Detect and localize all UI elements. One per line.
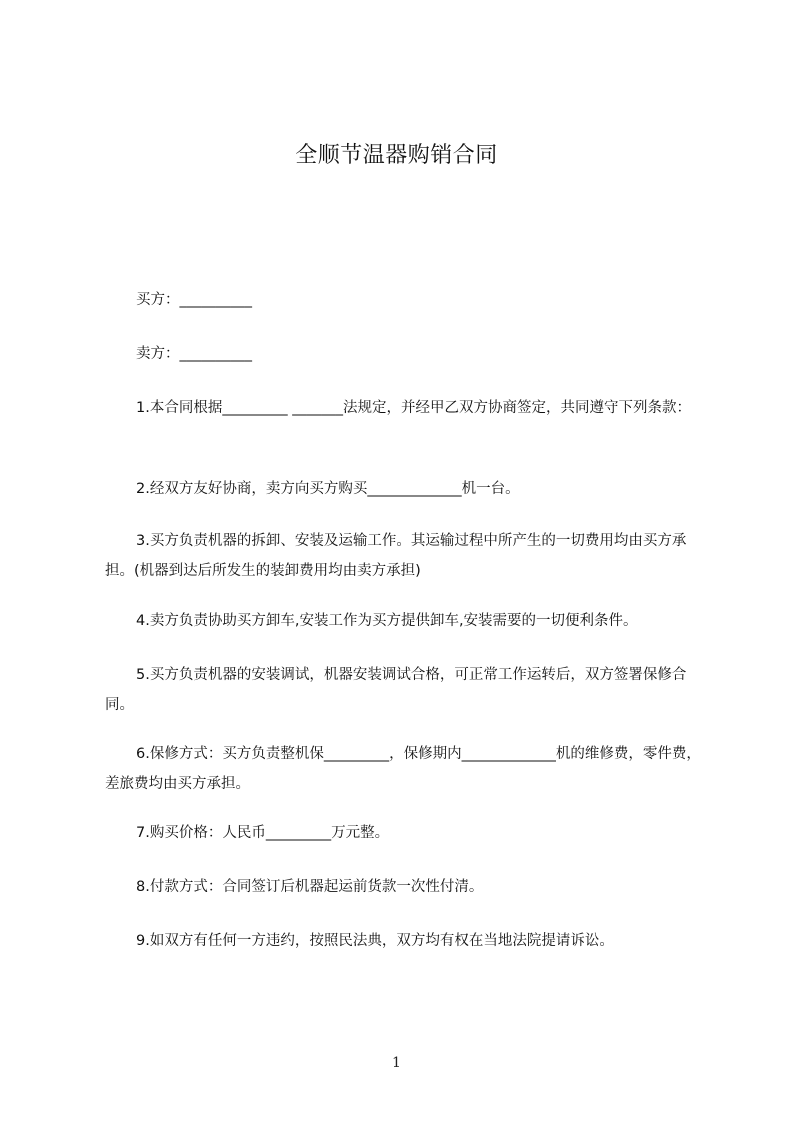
clause-4: 4.卖方负责协助买方卸车,安装工作为买方提供卸车,安装需要的一切便利条件。 bbox=[136, 613, 638, 629]
clause-5: 5.买方负责机器的安装调试，机器安装调试合格，可正常工作运转后，双方签署保修合同。 bbox=[105, 667, 687, 713]
buyer-line: 买方：__________ bbox=[136, 292, 252, 308]
clause-1: 1.本合同根据_________ _______法规定，并经甲乙双方协商签定，共同遵守下列条款： bbox=[136, 400, 691, 416]
document-title: 全顺节温器购销合同 bbox=[295, 143, 498, 168]
clause-6: 6.保修方式：买方负责整机保_________，保修期内_____________机的维修费，零件费，差旅费均由买方承担。 bbox=[105, 746, 701, 792]
clause-3: 3.买方负责机器的拆卸、安装及运输工作。其运输过程中所产生的一切费用均由买方承担。(机器到达后所发生的装卸费用均由卖方承担) bbox=[105, 533, 687, 579]
clause-7: 7.购买价格：人民币_________万元整。 bbox=[136, 825, 390, 841]
clause-8: 8.付款方式：合同签订后机器起运前货款一次性付清。 bbox=[136, 879, 484, 895]
page-number: 1 bbox=[392, 1055, 401, 1071]
seller-line: 卖方：__________ bbox=[136, 346, 252, 362]
clause-2: 2.经双方友好协商，卖方向买方购买_____________机一台。 bbox=[136, 481, 520, 497]
clause-9: 9.如双方有任何一方违约，按照民法典，双方均有权在当地法院提请诉讼。 bbox=[136, 933, 614, 949]
